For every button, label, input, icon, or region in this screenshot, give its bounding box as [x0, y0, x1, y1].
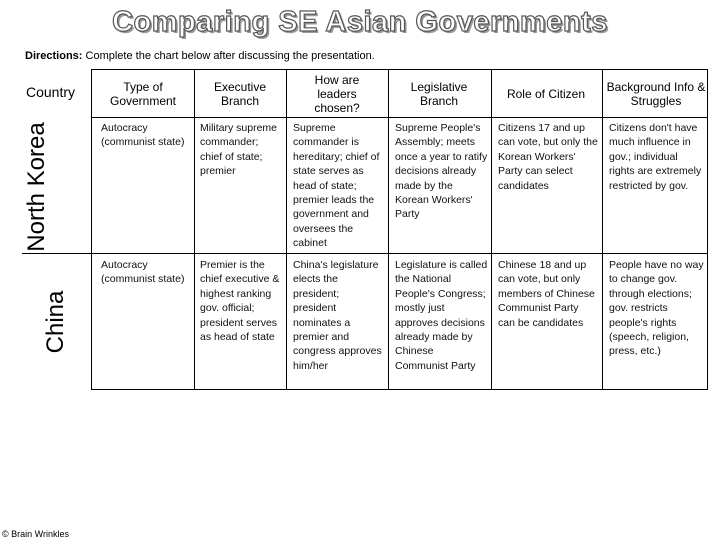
cn-leaders-chosen: China's legislature elects the president; president nominates a premier and congress approves him/her [293, 259, 382, 372]
nk-background-info: Citizens don't have much influence in gov.; individual rights are extremely restricted by gov. [609, 122, 702, 192]
cn-type-of-government: Autocracy (communist state) [101, 259, 185, 286]
table-col-rule-3 [286, 69, 287, 390]
table-rule-bottom [91, 389, 708, 390]
nk-legislative-branch: Supreme People's Assembly; meets once a year to ratify decisions already made by the Korean Workers' Party [395, 122, 488, 221]
nk-leaders-chosen: Supreme commander is hereditary; chief of state serves as head of state; premier leads the government and oversees the cabinet [293, 122, 380, 250]
cn-executive-branch: Premier is the chief executive & highest ranking gov. official; president serves as head of state [200, 259, 280, 344]
cn-legislative-branch: Legislature is called the National People's Congress; mostly just approves decisions already made by Chinese Communist Party [395, 259, 488, 372]
table-col-rule-4 [388, 69, 389, 390]
header-type-of-government: Type of Government [109, 79, 177, 108]
page-title: Comparing SE Asian Governments [112, 6, 608, 38]
directions-label: Directions: [25, 50, 83, 62]
nk-role-of-citizen: Citizens 17 and up can vote, but only the Korean Workers' Party can select candidates [498, 122, 598, 192]
row-label-north-korea: North Korea [23, 122, 50, 252]
cn-role-of-citizen: Chinese 18 and up can vote, but only members of Chinese Communist Party can be candidates [498, 259, 595, 329]
directions-text: Complete the chart below after discussing the presentation. [82, 50, 375, 62]
cn-background-info: People have no way to change gov. through elections; gov. restricts people's rights (speech, religion, press, etc.) [609, 259, 704, 358]
header-background-info: Background Info & Struggles [606, 79, 706, 108]
table-col-rule-2 [194, 69, 195, 390]
row-label-china: China [42, 290, 69, 354]
table-rule-mid [22, 253, 708, 254]
copyright-credit: © Brain Wrinkles [2, 529, 69, 539]
table-col-rule-6 [602, 69, 603, 390]
table-col-rule-7 [707, 69, 708, 390]
table-col-rule-1 [91, 69, 92, 390]
header-executive-branch: Executive Branch [213, 79, 267, 108]
table-col-rule-5 [491, 69, 492, 390]
header-legislative-branch: Legislative Branch [410, 79, 468, 108]
header-leaders-chosen: How are leaders chosen? [314, 72, 360, 115]
header-role-of-citizen: Role of Citizen [506, 86, 586, 101]
table-rule-header [91, 117, 708, 118]
nk-type-of-government: Autocracy (communist state) [101, 122, 185, 149]
nk-executive-branch: Military supreme commander; chief of state; premier [200, 122, 278, 178]
country-column-header: Country [26, 84, 76, 100]
